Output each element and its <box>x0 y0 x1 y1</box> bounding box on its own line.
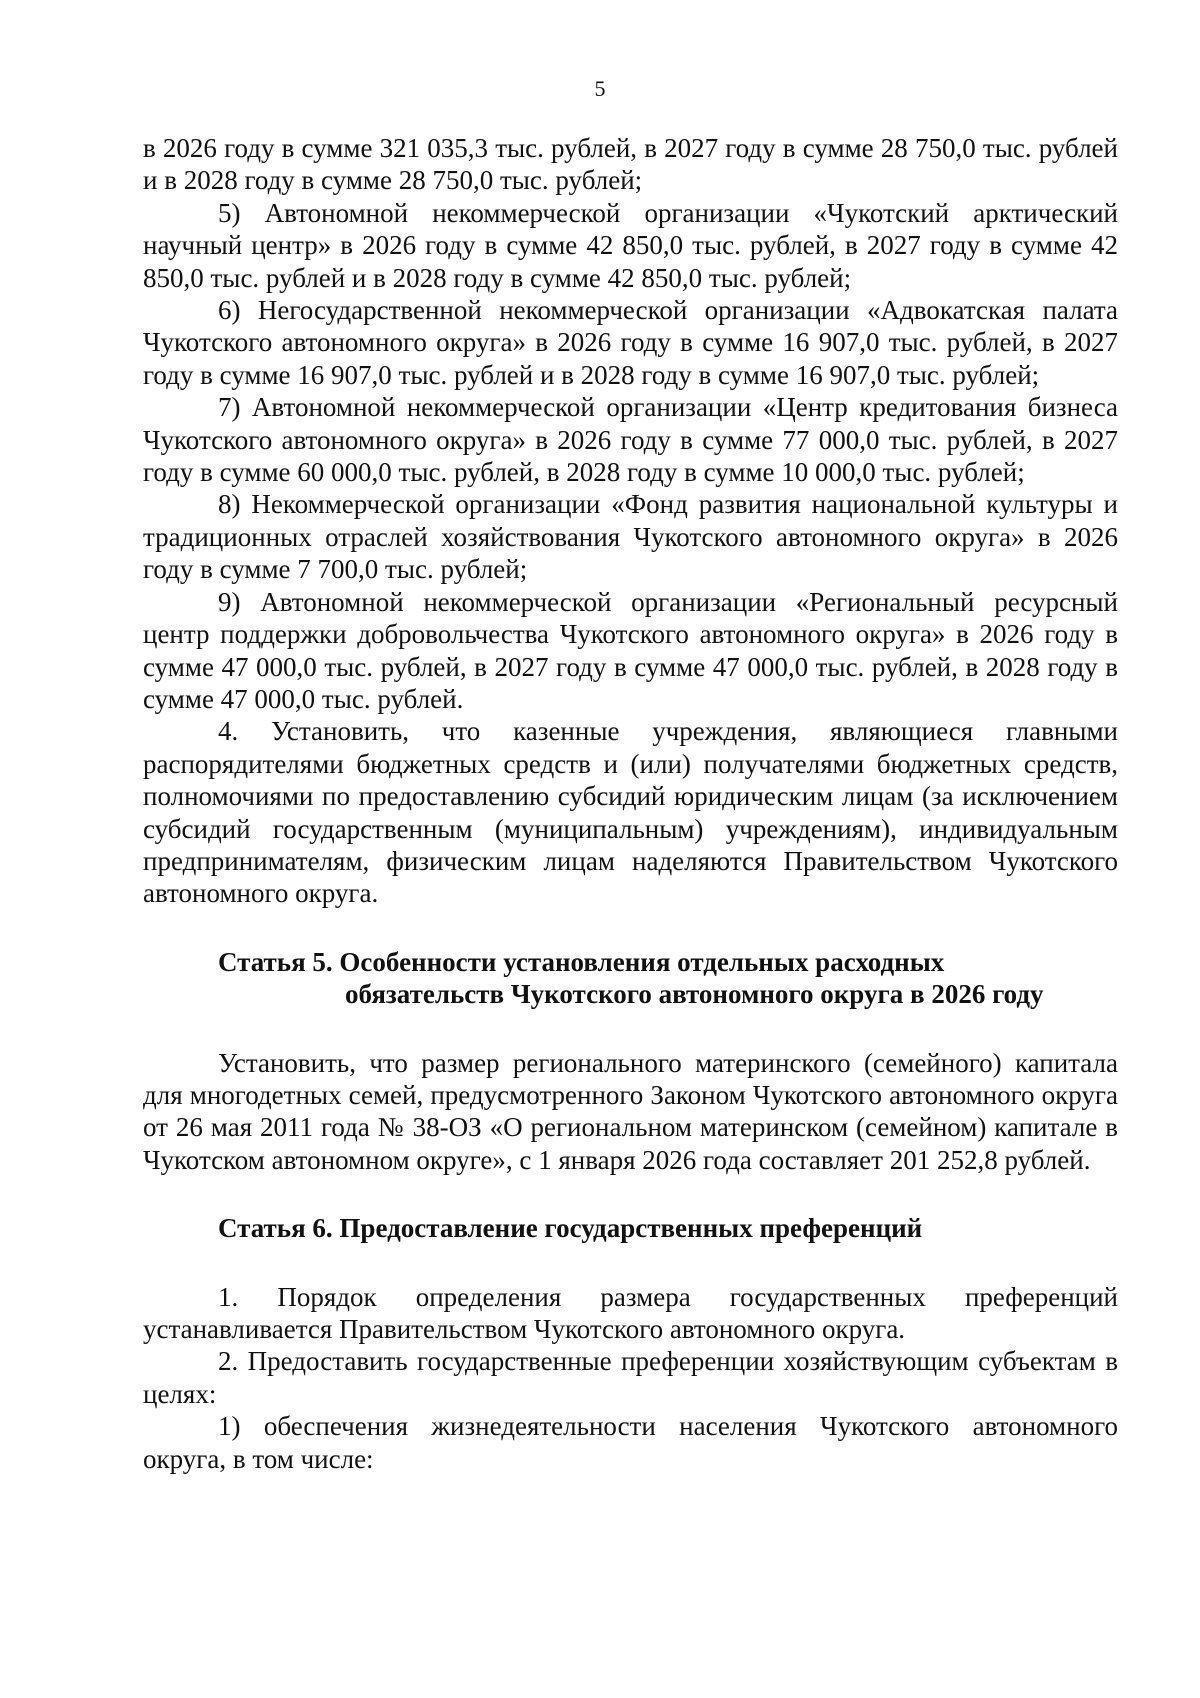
article-6-paragraph-3: 1) обеспечения жизнедеятельности населения Чукотского автономного округа, в том числе: <box>143 1411 1118 1474</box>
paragraph-continuation: в 2026 году в сумме 321 035,3 тыс. рублей, в 2027 году в сумме 28 750,0 тыс. рублей и в 2028 году в сумме 28 750,0 тыс. рублей; <box>143 133 1118 196</box>
paragraph-item-8: 8) Некоммерческой организации «Фонд развития национальной культуры и традиционных отраслей хозяйствования Чукотского автономного округа» в 2026 году в сумме 7 700,0 тыс. рублей; <box>143 489 1118 585</box>
paragraph-item-5: 5) Автономной некоммерческой организации «Чукотский арктический научный центр» в 2026 году в сумме 42 850,0 тыс. рублей, в 2027 году в сумме 42 850,0 тыс. рублей и в 2028 году в сумме 42 850,0 тыс. рублей; <box>143 197 1118 293</box>
page-number: 5 <box>594 76 606 101</box>
paragraph-clause-4: 4. Установить, что казенные учреждения, являющиеся главными распорядителями бюджетных средств и (или) получателями бюджетных средств, полномочиями по предоставлению субсидий юридическим лицам (за исключением субсидий государственным (муниципальным) учреждениям), индивидуальным предпринимателям, физическим лицам наделяются Правительством Чукотского автономного округа. <box>143 716 1118 909</box>
article-6-heading: Статья 6. Предоставление государственных преференций <box>218 1213 923 1244</box>
article-6-paragraph-2: 2. Предоставить государственные преференции хозяйствующим субъектам в целях: <box>143 1346 1118 1409</box>
article-5-heading-line2: обязательств Чукотского автономного округа в 2026 году <box>345 979 1044 1010</box>
article-5-heading <box>143 946 1118 1011</box>
paragraph-item-6: 6) Негосударственной некоммерческой организации «Адвокатская палата Чукотского автономного округа» в 2026 году в сумме 16 907,0 тыс. рублей, в 2027 году в сумме 16 907,0 тыс. рублей и в 2028 году в сумме 16 907,0 тыс. рублей; <box>143 295 1118 390</box>
document-body <box>143 132 1118 1475</box>
paragraph-item-9: 9) Автономной некоммерческой организации «Региональный ресурсный центр поддержки добровольчества Чукотского автономного округа» в 2026 году в сумме 47 000,0 тыс. рублей, в 2027 году в сумме 47 000,0 тыс. рублей, в 2028 году в сумме 47 000,0 тыс. рублей. <box>143 586 1118 714</box>
article-6-paragraph-1: 1. Порядок определения размера государственных преференций устанавливается Правительством Чукотского автономного округа. <box>143 1281 1118 1344</box>
article-5-paragraph: Установить, что размер регионального материнского (семейного) капитала для многодетных семей, предусмотренного Законом Чукотского автономного округа от 26 мая 2011 года № 38-ОЗ «О региональном материнском (семейном) капитале в Чукотском автономном округе», с 1 января 2026 года составляет 201 252,8 рублей. <box>143 1047 1118 1175</box>
paragraph-item-7: 7) Автономной некоммерческой организации «Центр кредитования бизнеса Чукотского автономного округа» в 2026 году в сумме 77 000,0 тыс. рублей, в 2027 году в сумме 60 000,0 тыс. рублей, в 2028 году в сумме 10 000,0 тыс. рублей; <box>143 392 1118 488</box>
article-5-heading-line1: Статья 5. Особенности установления отдельных расходных <box>218 946 945 977</box>
